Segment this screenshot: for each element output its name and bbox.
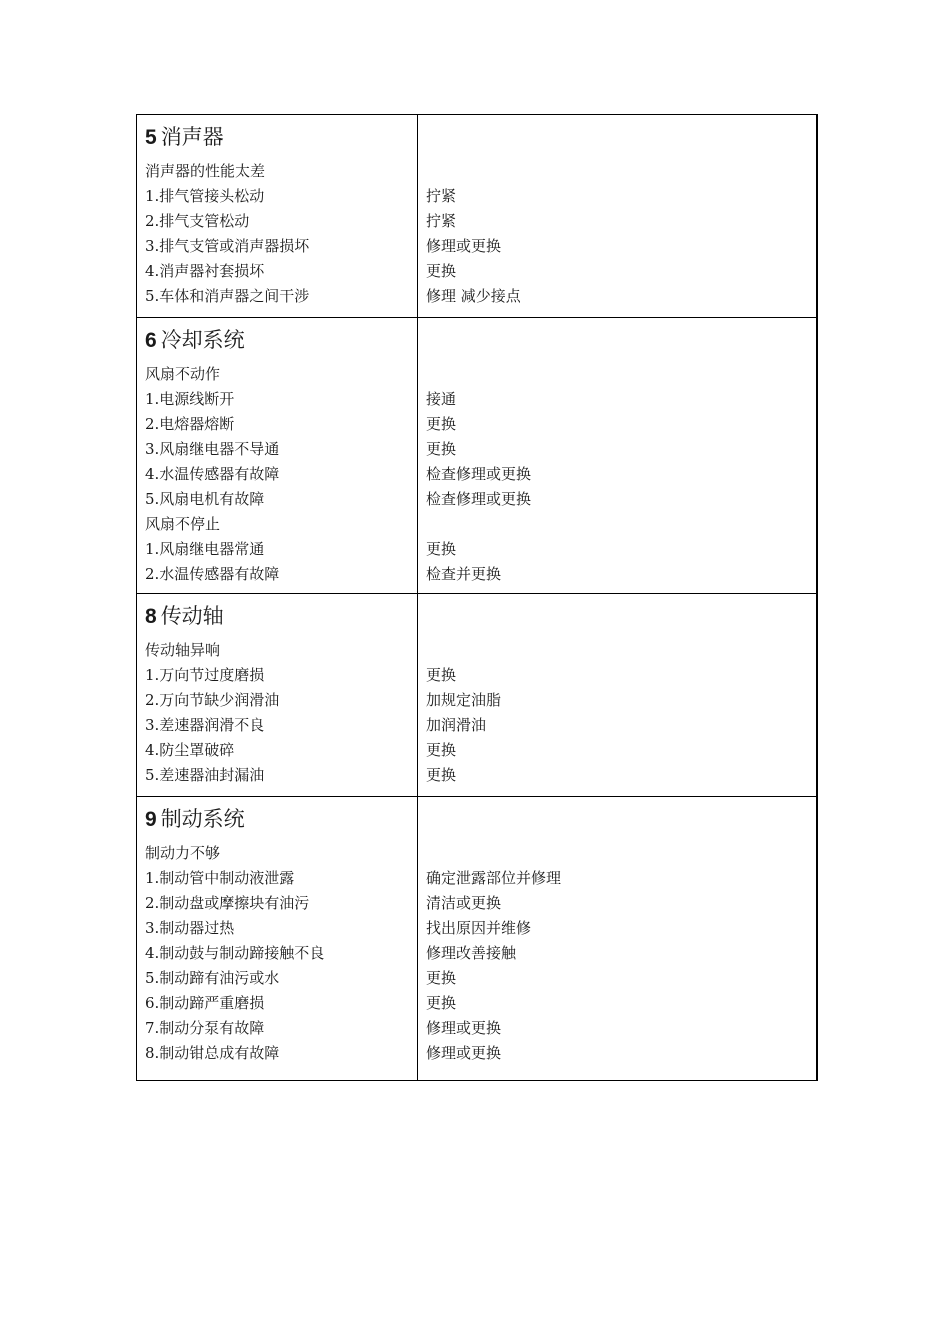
remedy-line: 修理或更换 <box>426 237 502 255</box>
cause-line: 3.制动器过热 <box>145 919 235 937</box>
cause-line: 5.差速器油封漏油 <box>145 766 265 784</box>
remedy-cell <box>418 318 818 594</box>
cause-line: 1.万向节过度磨损 <box>145 666 265 684</box>
cause-line: 5.制动蹄有油污或水 <box>145 969 280 987</box>
section-title <box>145 798 409 841</box>
remedy-line: 拧紧 <box>426 187 457 205</box>
section-title <box>145 116 409 159</box>
remedy-cell <box>418 797 818 1081</box>
cause-line: 1.电源线断开 <box>145 390 235 408</box>
cause-line: 5.风扇电机有故障 <box>145 490 265 508</box>
cause-line: 制动力不够 <box>145 844 221 862</box>
cause-line: 5.车体和消声器之间干涉 <box>145 287 310 305</box>
section-number: 5 <box>145 126 157 149</box>
cause-line: 1.排气管接头松动 <box>145 187 265 205</box>
cause-line: 4.消声器衬套损坏 <box>145 262 265 280</box>
remedy-line <box>426 512 808 537</box>
cause-line: 4.制动鼓与制动蹄接触不良 <box>145 944 325 962</box>
remedy-line: 更换 <box>426 666 457 684</box>
cause-line: 1.风扇继电器常通 <box>145 540 265 558</box>
remedy-line: 检查修理或更换 <box>426 490 532 508</box>
cell-bottom-spacer <box>145 788 409 796</box>
remedy-line: 更换 <box>426 540 457 558</box>
section-row <box>137 797 818 1081</box>
cell-bottom-spacer <box>145 309 409 317</box>
remedy-header-spacer <box>426 595 808 638</box>
remedy-line: 加润滑油 <box>426 716 487 734</box>
fault-table <box>136 114 818 1081</box>
remedy-line: 清洁或更换 <box>426 894 502 912</box>
section-title-text: 传动轴 <box>160 604 224 628</box>
remedy-line: 修理改善接触 <box>426 944 517 962</box>
remedy-line: 更换 <box>426 440 457 458</box>
remedy-line: 找出原因并维修 <box>426 919 532 937</box>
cell-bottom-spacer <box>426 788 808 796</box>
cause-line: 3.排气支管或消声器损坏 <box>145 237 310 255</box>
cause-line: 风扇不停止 <box>145 515 221 533</box>
cause-line: 2.制动盘或摩擦块有油污 <box>145 894 310 912</box>
remedy-line: 更换 <box>426 969 457 987</box>
section-title <box>145 319 409 362</box>
cause-line: 7.制动分泵有故障 <box>145 1019 265 1037</box>
cause-line: 传动轴异响 <box>145 641 221 659</box>
cause-cell <box>137 594 418 797</box>
cause-line: 6.制动蹄严重磨损 <box>145 994 265 1012</box>
remedy-line: 更换 <box>426 994 457 1012</box>
remedy-line: 更换 <box>426 741 457 759</box>
cell-bottom-spacer <box>426 309 808 317</box>
remedy-line <box>426 638 808 663</box>
cause-line: 风扇不动作 <box>145 365 221 383</box>
remedy-line: 检查并更换 <box>426 565 502 583</box>
section-row <box>137 115 818 318</box>
section-row <box>137 594 818 797</box>
remedy-header-spacer <box>426 116 808 159</box>
cause-line: 2.水温传感器有故障 <box>145 565 280 583</box>
cause-line: 4.防尘罩破碎 <box>145 741 235 759</box>
remedy-line: 更换 <box>426 766 457 784</box>
cause-line: 消声器的性能太差 <box>145 162 266 180</box>
section-title-text: 冷却系统 <box>160 328 245 352</box>
remedy-line: 确定泄露部位并修理 <box>426 869 562 887</box>
fault-table-body <box>137 115 818 1081</box>
remedy-cell <box>418 115 818 318</box>
section-number: 6 <box>145 329 157 352</box>
section-number: 9 <box>145 808 157 831</box>
section-title-text: 制动系统 <box>160 807 245 831</box>
cause-cell <box>137 115 418 318</box>
cause-line: 8.制动钳总成有故障 <box>145 1044 280 1062</box>
remedy-line: 更换 <box>426 415 457 433</box>
remedy-header-spacer <box>426 319 808 362</box>
section-title-text: 消声器 <box>160 125 224 149</box>
cell-bottom-spacer <box>426 1066 808 1080</box>
cause-line: 3.差速器润滑不良 <box>145 716 265 734</box>
cause-line: 2.电熔器熔断 <box>145 415 235 433</box>
remedy-line: 加规定油脂 <box>426 691 502 709</box>
cause-line: 2.排气支管松动 <box>145 212 250 230</box>
section-number: 8 <box>145 605 157 628</box>
cell-bottom-spacer <box>145 587 409 593</box>
remedy-line <box>426 841 808 866</box>
cause-line: 4.水温传感器有故障 <box>145 465 280 483</box>
remedy-cell <box>418 594 818 797</box>
remedy-line: 更换 <box>426 262 457 280</box>
cause-line: 2.万向节缺少润滑油 <box>145 691 280 709</box>
cell-bottom-spacer <box>145 1066 409 1080</box>
remedy-line: 拧紧 <box>426 212 457 230</box>
remedy-header-spacer <box>426 798 808 841</box>
remedy-line: 修理或更换 <box>426 1019 502 1037</box>
remedy-line: 修理 减少接点 <box>426 287 521 305</box>
remedy-line <box>426 159 808 184</box>
cause-line: 3.风扇继电器不导通 <box>145 440 280 458</box>
remedy-line: 修理或更换 <box>426 1044 502 1062</box>
remedy-line: 检查修理或更换 <box>426 465 532 483</box>
remedy-line: 接通 <box>426 390 457 408</box>
cell-bottom-spacer <box>426 587 808 593</box>
section-row <box>137 318 818 594</box>
remedy-line <box>426 362 808 387</box>
section-title <box>145 595 409 638</box>
cause-cell <box>137 318 418 594</box>
cause-cell <box>137 797 418 1081</box>
cause-line: 1.制动管中制动液泄露 <box>145 869 295 887</box>
